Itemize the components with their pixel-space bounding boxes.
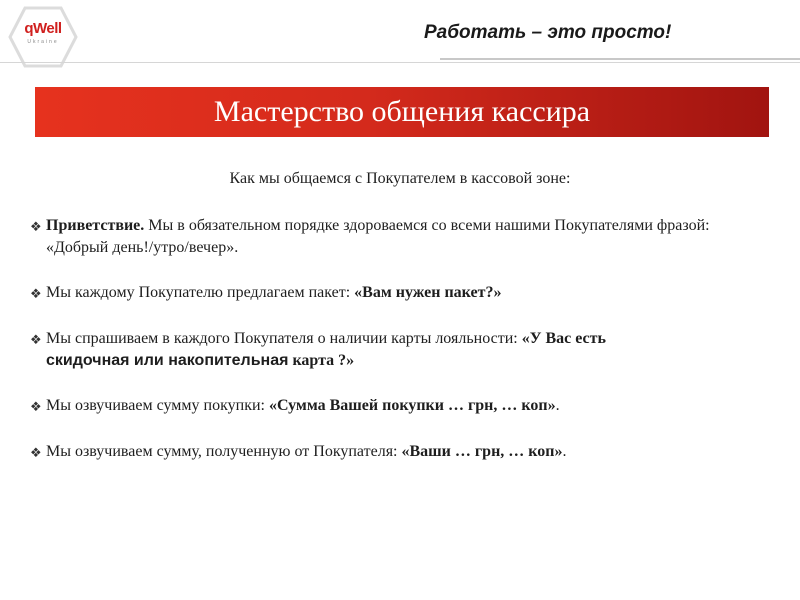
bullet-tail: . <box>562 443 567 460</box>
header-slogan: Работать – это просто! <box>424 22 672 43</box>
header-divider-accent <box>440 58 800 60</box>
title-banner <box>35 87 769 137</box>
bullet-item-bag <box>30 282 770 305</box>
bullet-lead: Приветствие. <box>46 217 145 234</box>
slide-title: Мастерство общения кассира <box>213 95 591 128</box>
bullet-phrase-tail: карта ?» <box>288 352 355 369</box>
logo-subtext: Ukraine <box>27 39 59 45</box>
bullet-item-purchase-sum <box>30 395 770 418</box>
bullet-phrase-sans: скидочная или накопительная <box>46 352 289 369</box>
bullet-text: Мы озвучиваем сумму покупки: <box>46 397 269 414</box>
diamond-bullet-icon: ❖ <box>30 399 42 414</box>
bullet-phrase: «Сумма Вашей покупки … грн, … коп» <box>268 397 556 414</box>
bullet-phrase: «Вам нужен пакет?» <box>354 284 502 301</box>
bullet-list <box>30 215 770 487</box>
bullet-tail: . <box>555 397 560 414</box>
bullet-item-greeting <box>30 215 770 259</box>
bullet-text: Мы каждому Покупателю предлагаем пакет: <box>46 284 355 301</box>
bullet-phrase: «У Вас есть <box>521 330 606 347</box>
diamond-bullet-icon: ❖ <box>30 332 42 347</box>
intro-text: Как мы общаемся с Покупателем в кассовой зоне: <box>229 170 571 187</box>
bullet-item-loyalty <box>30 328 770 372</box>
diamond-bullet-icon: ❖ <box>30 286 42 301</box>
bullet-phrase: «Ваши … грн, … коп» <box>401 443 563 460</box>
qwell-logo <box>8 6 78 68</box>
bullet-text: Мы в обязательном порядке здороваемся со всеми нашими Покупателями фразой: «Добрый день!/утро/вечер». <box>46 217 710 256</box>
logo-text: qWell <box>24 20 62 37</box>
header-divider <box>0 62 800 63</box>
logo-hexagon-icon <box>8 6 78 68</box>
bullet-item-received-sum <box>30 441 770 464</box>
bullet-text: Мы озвучиваем сумму, полученную от Покупателя: <box>46 443 402 460</box>
diamond-bullet-icon: ❖ <box>30 219 42 234</box>
diamond-bullet-icon: ❖ <box>30 445 42 460</box>
bullet-text: Мы спрашиваем в каждого Покупателя о наличии карты лояльности: <box>46 330 522 347</box>
